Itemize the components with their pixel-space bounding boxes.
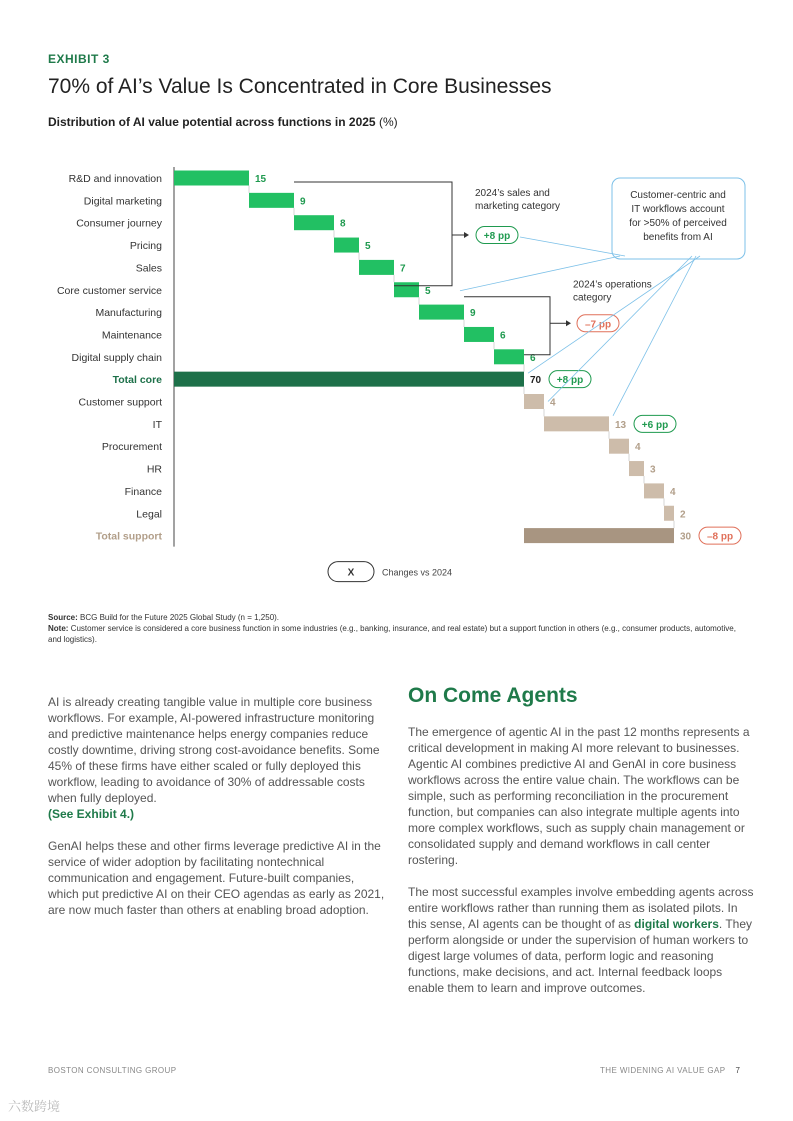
left-paragraph-2: GenAI helps these and other firms leverage predictive AI in the service of wider adoption by facilitating nontechnical communication and engagement. Future-built companies, which put predictive AI on their CEO agendas as early as 2021, are now much faster than others at enabling broad adoption. [48,839,385,917]
category-label-sales: Sales [135,262,162,275]
value-label-maintenance: 6 [500,330,506,342]
note-text: Customer service is considered a core business function in some industries (e.g., banking, insurance, and real estate) but a support function in others (e.g., consumer products, automotive, and logistics). [48,624,736,644]
bar-hr [629,461,644,476]
bar-manufacturing [419,305,464,320]
category-label-core-customer-service: Core customer service [56,284,162,297]
digital-workers-term: digital workers [634,917,719,931]
operations-text-1: category [573,292,612,304]
bar-customer-support [524,394,544,409]
value-label-total-support: 30 [680,531,692,543]
note-line [48,623,748,645]
section-heading: On Come Agents [408,684,578,707]
operations-pill-label: –7 pp [584,319,612,331]
exhibit-title: 70% of AI’s Value Is Concentrated in Core Businesses [48,75,552,98]
footer-report-name: THE WIDENING AI VALUE GAP [600,1066,726,1075]
category-label-manufacturing: Manufacturing [95,307,162,320]
exhibit-label: EXHIBIT 3 [48,52,110,66]
category-label-digital-supply-chain: Digital supply chain [71,351,162,364]
value-label-r-d-and-innovation: 15 [255,174,267,185]
value-label-hr: 3 [650,464,656,476]
value-label-procurement: 4 [635,442,641,454]
change-total-support-pill-label: –8 pp [706,531,734,543]
bar-pricing [334,238,359,253]
operations-arrowhead [566,320,571,326]
chart-subtitle-text: Distribution of AI value potential across functions in 2025 [48,115,376,129]
sales-marketing-text-0: 2024’s sales and [475,187,550,199]
value-label-core-customer-service: 5 [425,285,431,297]
callout-text-3: benefits from AI [643,232,713,243]
bar-r-d-and-innovation [174,171,249,186]
category-label-it: IT [152,418,162,431]
callout-line-it-2 [548,256,692,402]
bar-it [544,416,609,431]
value-label-legal: 2 [680,509,686,521]
category-label-procurement: Procurement [101,441,162,454]
callout-text-0: Customer-centric and [630,190,726,201]
callout-text-2: for >50% of perceived [629,218,727,229]
category-label-r-d-and-innovation: R&D and innovation [68,173,162,185]
bar-procurement [609,439,629,454]
bar-finance [644,483,664,498]
right-paragraph-2 [408,884,754,996]
left-paragraph-1 [48,694,388,822]
left-column [48,694,388,934]
note-label: Note: [48,624,69,633]
value-label-total-core: 70 [530,375,542,387]
bar-digital-marketing [249,193,294,208]
category-label-finance: Finance [124,485,162,498]
waterfall-chart [0,150,793,590]
category-label-customer-support: Customer support [78,396,162,409]
see-exhibit-4-link[interactable]: (See Exhibit 4.) [48,807,135,821]
legend-label: Changes vs 2024 [382,567,453,578]
value-label-digital-supply-chain: 6 [530,352,536,364]
category-label-consumer-journey: Consumer journey [76,217,162,230]
category-label-pricing: Pricing [129,240,162,253]
callout-text-1: IT workflows account [631,204,725,215]
page-number: 7 [735,1066,741,1075]
left-paragraph-1-text: AI is already creating tangible value in multiple core business workflows. For example, AI-powered infrastructure monitoring and predictive maintenance helps energy companies reduce costly downtime, driving strong cost-avoidance benefits. Some 45% of these firms have either scaled or fully deployed this workflow, leading to avoidance of 30% of addressable costs when fully deployed. [48,695,380,805]
category-label-hr: HR [146,463,162,476]
value-label-manufacturing: 9 [470,308,476,320]
chart-subtitle [48,115,398,129]
value-label-pricing: 5 [365,241,371,253]
legend-symbol-label: X [347,567,355,579]
sales-marketing-pill-label: +8 pp [483,230,511,242]
value-label-consumer-journey: 8 [340,218,346,230]
sales-marketing-arrowhead [464,232,469,238]
operations-text-0: 2024’s operations [573,279,652,291]
value-label-customer-support: 4 [550,397,556,409]
bar-consumer-journey [294,215,334,230]
category-label-legal: Legal [136,508,162,521]
value-label-finance: 4 [670,486,676,498]
change-total-core-pill-label: +8 pp [556,375,584,387]
bar-total-core [174,372,524,387]
change-it-pill-label: +6 pp [641,419,669,431]
chart-subtitle-unit: (%) [378,115,398,129]
category-label-total-support: Total support [95,530,162,543]
bar-legal [664,506,674,521]
value-label-it: 13 [615,419,627,431]
source-note [48,612,748,645]
watermark-logo: 六数跨境 [8,1099,61,1114]
right-column [408,724,754,1012]
bar-core-customer-service [394,282,419,297]
bar-total-support [524,528,674,543]
category-label-maintenance: Maintenance [101,329,162,342]
source-text: BCG Build for the Future 2025 Global Study (n = 1,250). [80,613,280,622]
category-label-total-core: Total core [112,374,162,387]
value-label-digital-marketing: 9 [300,196,306,208]
footer-publisher: BOSTON CONSULTING GROUP [48,1066,177,1075]
right-paragraph-2-end: . They perform alongside or under the supervision of human workers to digest large volumes of data, perform logic and reasoning functions, make decisions, and act. Internal feedback loops enable them to learn and improve outcomes. [408,917,753,995]
category-label-digital-marketing: Digital marketing [83,195,162,208]
sales-marketing-text-1: marketing category [475,200,561,212]
callout-line-core-1 [520,237,625,256]
bar-maintenance [464,327,494,342]
source-line [48,612,748,623]
source-label: Source: [48,613,78,622]
right-paragraph-1: The emergence of agentic AI in the past 12 months represents a critical development in making AI more relevant to businesses. Agentic AI combines predictive AI and GenAI in core business workflows across the entire value chain. The workflows can be simple, such as performing reconciliation in the procurement function, but companies can also integrate multiple agents into more complex workflows, such as supply chain management or consolidated supply and demand workflows in call center rostering. [408,725,750,867]
operations-bracket [464,297,550,355]
right-paragraph-2-start: The most successful examples involve embedding agents across entire workflows rather than running them as isolated pilots. In this sense, AI agents can be thought of as [408,885,754,931]
value-label-sales: 7 [400,263,406,275]
bar-sales [359,260,394,275]
footer-report-title [600,1066,740,1075]
bar-digital-supply-chain [494,349,524,364]
